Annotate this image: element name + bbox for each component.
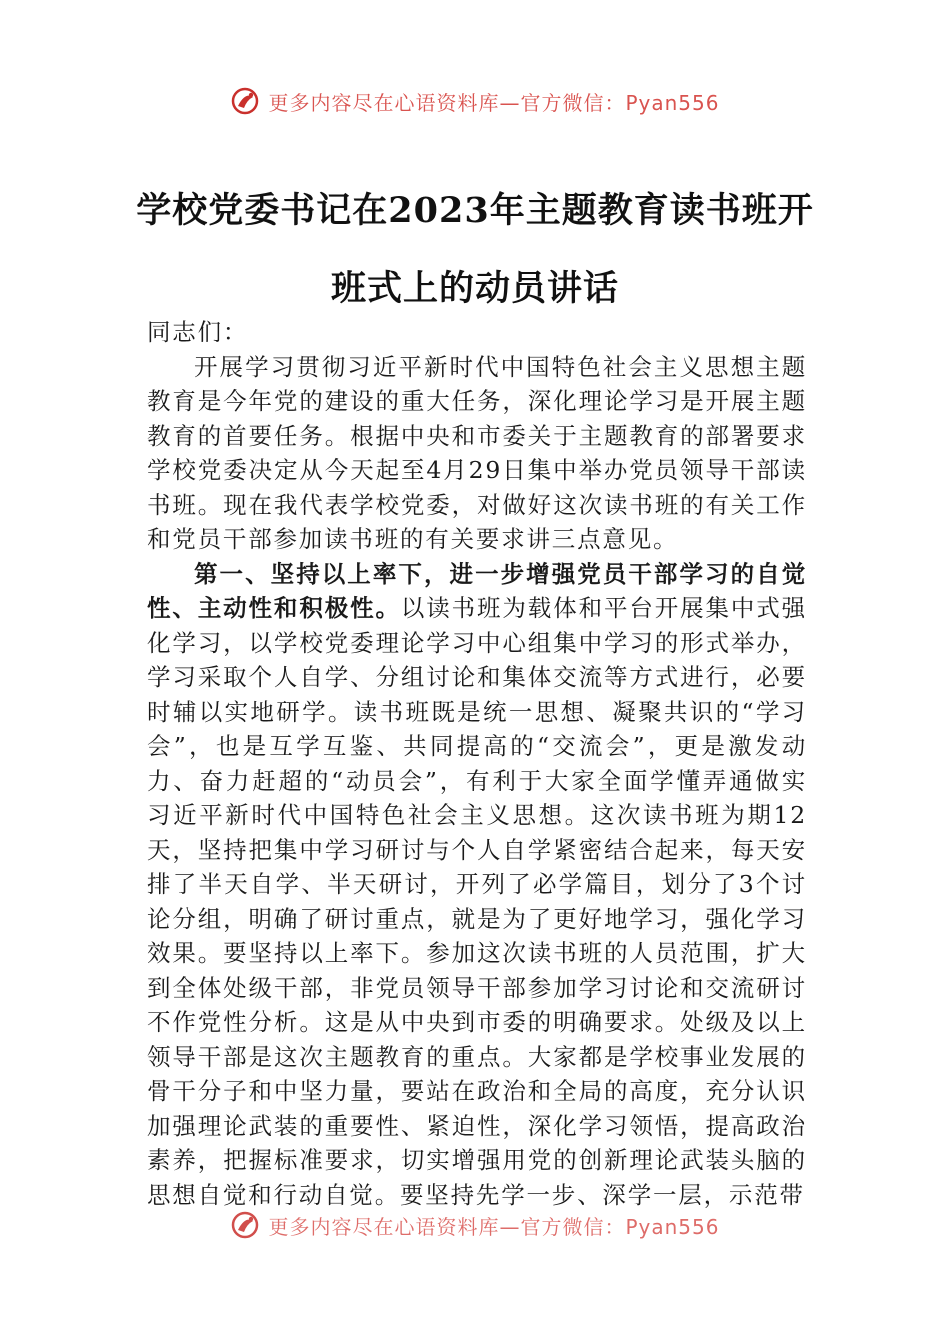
brand-logo-icon xyxy=(230,1210,260,1240)
paragraph-2-heading: 第一、坚持以上率下，进一步增强党员干部学习的自觉性、主动性和积极性。 xyxy=(147,559,807,622)
watermark-text: 更多内容尽在心语资料库—官方微信：Pyan556 xyxy=(268,90,720,115)
watermark-footer xyxy=(0,1210,950,1240)
title-line-1: 学校党委书记在2023年主题教育读书班开 xyxy=(136,190,814,231)
salutation: 同志们： xyxy=(147,318,249,346)
document-body xyxy=(147,315,807,1212)
paragraph-2-body: 以读书班为载体和平台开展集中式强化学习，以学校党委理论学习中心组集中学习的形式举办，学习采取个人自学、分组讨论和集体交流等方式进行，必要时辅以实地研学。读书班既是统一思想、凝聚共识的“学习会”，也是互学互鉴、共同提高的“交流会”，更是激发动力、奋力赶超的“动员会”，有利于大家全面学懂弄通做实习近平新时代中国特色社会主义思想。这次读书班为期12天，坚持把集中学习研讨与个人自学紧密结合起来，每天安排了半天自学、半天研讨，开列了必学篇目，划分了3个讨论分组，明确了研讨重点，就是为了更好地学习，强化学习效果。要坚持以上率下。参加这次读书班的人员范围，扩大到全体处级干部，非党员领导干部参加学习讨论和交流研讨不作党性分析。这是从中央到市委的明确要求。处级及以上领导干部是这次主题教育的重点。大家都是学校事业发展的骨干分子和中坚力量，要站在政治和全局的高度，充分认识加强理论武装的重要性、紧迫性，深化学习领悟，提高政治素养，把握标准要求，切实增强用党的创新理论武装头脑的思想自觉和行动自觉。要坚持先学一步、深学一层，示范带 xyxy=(147,594,807,1209)
title-line-2: 班式上的动员讲话 xyxy=(330,268,619,309)
paragraph-1: 开展学习贯彻习近平新时代中国特色社会主义思想主题教育是今年党的建设的重大任务，深化理论学习是开展主题教育的首要任务。根据中央和市委关于主题教育的部署要求学校党委决定从今天起至4月29日集中举办党员领导干部读书班。现在我代表学校党委，对做好这次读书班的有关工作和党员干部参加读书班的有关要求讲三点意见。 xyxy=(147,352,807,553)
brand-logo-icon xyxy=(230,86,260,116)
document-title xyxy=(120,172,830,328)
watermark-text: 更多内容尽在心语资料库—官方微信：Pyan556 xyxy=(268,1214,720,1239)
paragraph-2 xyxy=(147,557,807,1213)
watermark-header xyxy=(0,86,950,116)
